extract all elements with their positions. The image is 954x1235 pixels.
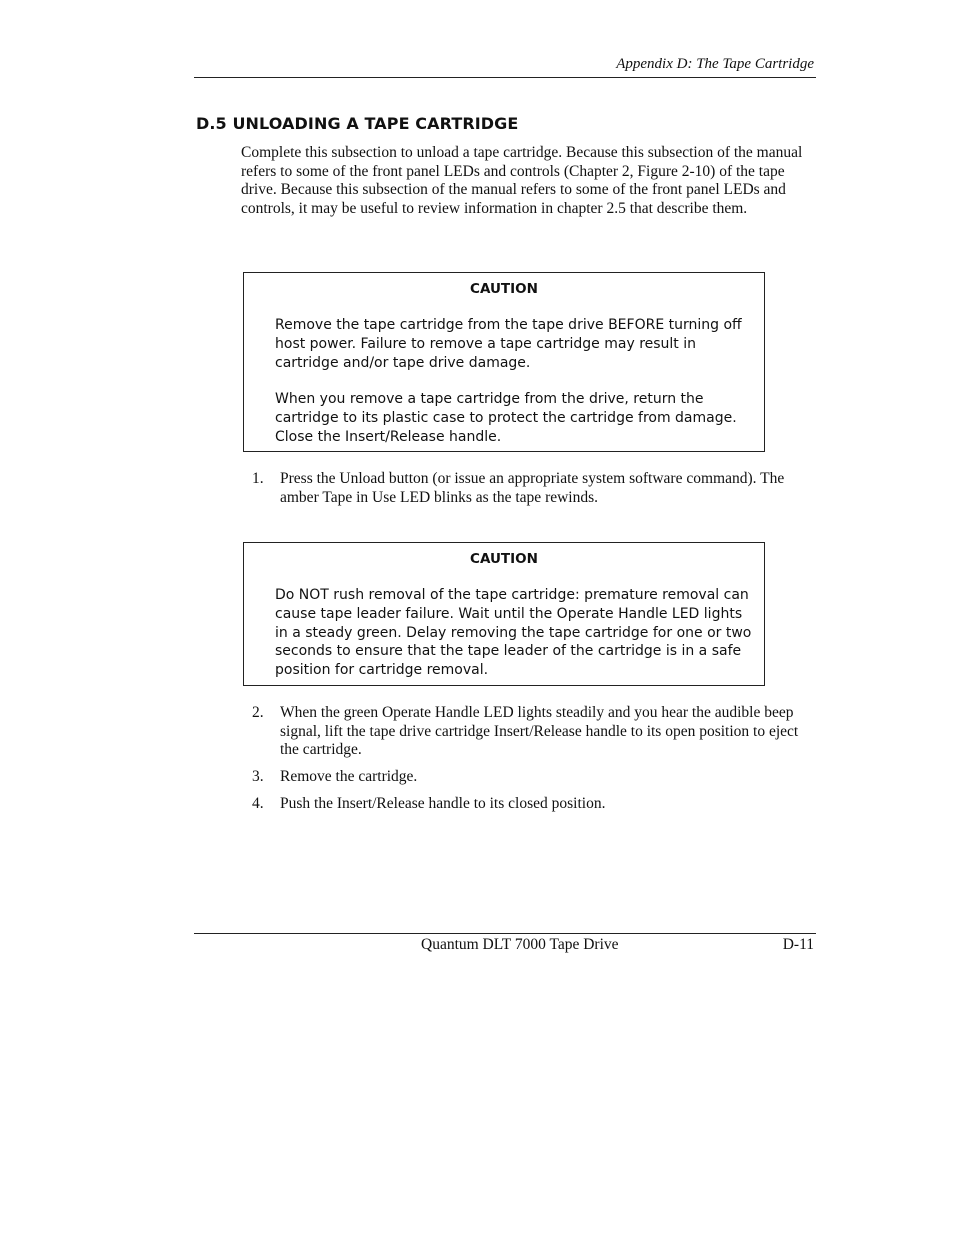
step-text: Push the Insert/Release handle to its closed position.	[280, 795, 606, 812]
step-number: 1.	[252, 470, 264, 487]
caution-paragraph: Do NOT rush removal of the tape cartridge: premature removal can cause tape leader failure. Wait until the Operate Handle LED lights in a steady green. Delay removing the tape cartridge for one or two seconds to ensure that the tape leader of the cartridge is in a safe position for cartridge removal.	[275, 587, 752, 679]
running-header: Appendix D: The Tape Cartridge	[616, 56, 814, 72]
footer-rule	[194, 933, 816, 934]
step-number: 3.	[252, 768, 264, 785]
caution-paragraph: Remove the tape cartridge from the tape drive BEFORE turning off host power. Failure to remove a tape cartridge may result in cartridge and/or tape drive damage.	[275, 317, 742, 371]
step-text: Press the Unload button (or issue an appropriate system software command). The amber Tape in Use LED blinks as the tape rewinds.	[280, 470, 785, 506]
step-text: When the green Operate Handle LED lights steadily and you hear the audible beep signal, lift the tape drive cartridge Insert/Release handle to its open position to eject the cartridge.	[280, 704, 799, 759]
caution-title: CAUTION	[470, 551, 538, 567]
intro-paragraph: Complete this subsection to unload a tape cartridge. Because this subsection of the manual refers to some of the front panel LEDs and controls (Chapter 2, Figure 2-10) of the tape drive. Because this subsection of the manual refers to some of the front panel LEDs and controls, it may be useful to review information in chapter 2.5 that describe them.	[241, 144, 803, 217]
caution-paragraph: When you remove a tape cartridge from the drive, return the cartridge to its plastic case to protect the cartridge from damage. Close the Insert/Release handle.	[275, 391, 737, 445]
caution-box-1	[243, 272, 765, 452]
step-number: 2.	[252, 704, 264, 721]
step-text: Remove the cartridge.	[280, 768, 418, 785]
page-number: D-11	[782, 936, 814, 953]
step-number: 4.	[252, 795, 264, 812]
caution-title: CAUTION	[470, 281, 538, 297]
footer-title: Quantum DLT 7000 Tape Drive	[421, 936, 619, 953]
caution-box-2	[243, 542, 765, 686]
section-heading: D.5 UNLOADING A TAPE CARTRIDGE	[196, 114, 519, 133]
header-rule	[194, 77, 816, 78]
